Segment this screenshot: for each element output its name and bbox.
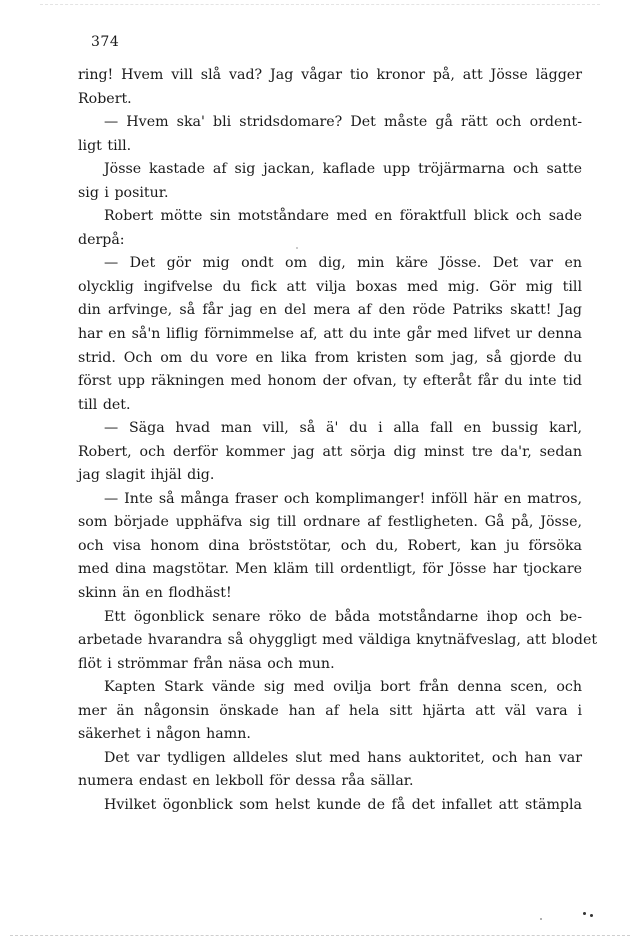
text-line: Det var tydligen alldeles slut med hans auktoritet, och han var <box>104 749 582 766</box>
text-line: sig i positur. <box>78 184 169 201</box>
ink-speck <box>540 918 542 920</box>
ink-speck <box>296 247 298 249</box>
text-line: Kapten Stark vände sig med ovilja bort från denna scen, och <box>104 679 582 696</box>
text-line: arbetade hvarandra så ohyggligt med väldiga knytnäfveslag, att blodet <box>78 632 598 649</box>
text-line: olycklig ingifvelse du fick att vilja boxas med mig. Gör mig till <box>78 278 582 295</box>
ink-speck <box>583 912 586 915</box>
text-line: Hvilket ögonblick som helst kunde de få det infallet att stämpla <box>104 796 582 813</box>
ink-speck <box>590 914 593 917</box>
text-line: derpå: <box>78 231 125 248</box>
text-line: Ett ögonblick senare röko de båda motståndarne ihop och be- <box>104 608 582 625</box>
text-line: säkerhet i någon hamn. <box>78 726 251 743</box>
text-line: har en så'n liflig förnimmelse af, att du inte går med lifvet ur denna <box>78 326 582 343</box>
page-number: 374 <box>91 34 120 50</box>
text-line: — Hvem ska' bli stridsdomare? Det måste gå rätt och ordent- <box>104 114 582 131</box>
text-line: med dina magstötar. Men kläm till ordentligt, för Jösse har tjockare <box>78 561 582 578</box>
text-line: ligt till. <box>78 137 132 154</box>
text-line: flöt i strömmar från näsa och mun. <box>78 655 335 672</box>
text-line: ring! Hvem vill slå vad? Jag vågar tio kronor på, att Jösse lägger <box>78 67 582 83</box>
text-line: — Säga hvad man vill, så ä' du i alla fall en bussig karl, <box>104 420 582 437</box>
text-line: först upp räkningen med honom der ofvan, ty efteråt får du inte tid <box>78 373 582 390</box>
text-line: strid. Och om du vore en lika from kristen som jag, så gjorde du <box>78 349 582 366</box>
text-line: och visa honom dina bröststötar, och du, Robert, kan ju försöka <box>78 537 582 554</box>
text-line: skinn än en flodhäst! <box>78 585 232 602</box>
text-line: Robert mötte sin motståndare med en föraktfull blick och sade <box>104 208 582 225</box>
bottom-edge-rule <box>10 935 630 937</box>
body-text <box>78 64 598 818</box>
top-edge-rule <box>40 4 600 6</box>
text-line: — Inte så många fraser och komplimanger! inföll här en matros, <box>104 490 582 507</box>
text-line: jag slagit ihjäl dig. <box>78 467 215 484</box>
text-line: Robert, och derför kommer jag att sörja dig minst tre da'r, sedan <box>78 443 582 460</box>
text-line: numera endast en lekboll för dessa råa sällar. <box>78 773 414 790</box>
text-line: som började upphäfva sig till ordnare af festligheten. Gå på, Jösse, <box>78 514 582 531</box>
text-line: — Det gör mig ondt om dig, min käre Jösse. Det var en <box>104 255 582 272</box>
text-line: Jösse kastade af sig jackan, kaflade upp tröjärmarna och satte <box>104 161 582 178</box>
text-line: Robert. <box>78 90 132 107</box>
text-line: din arfvinge, så får jag en del mera af den röde Patriks skatt! Jag <box>78 302 582 319</box>
text-line: mer än någonsin önskade han af hela sitt hjärta att väl vara i <box>78 702 582 719</box>
text-line: till det. <box>78 396 131 413</box>
